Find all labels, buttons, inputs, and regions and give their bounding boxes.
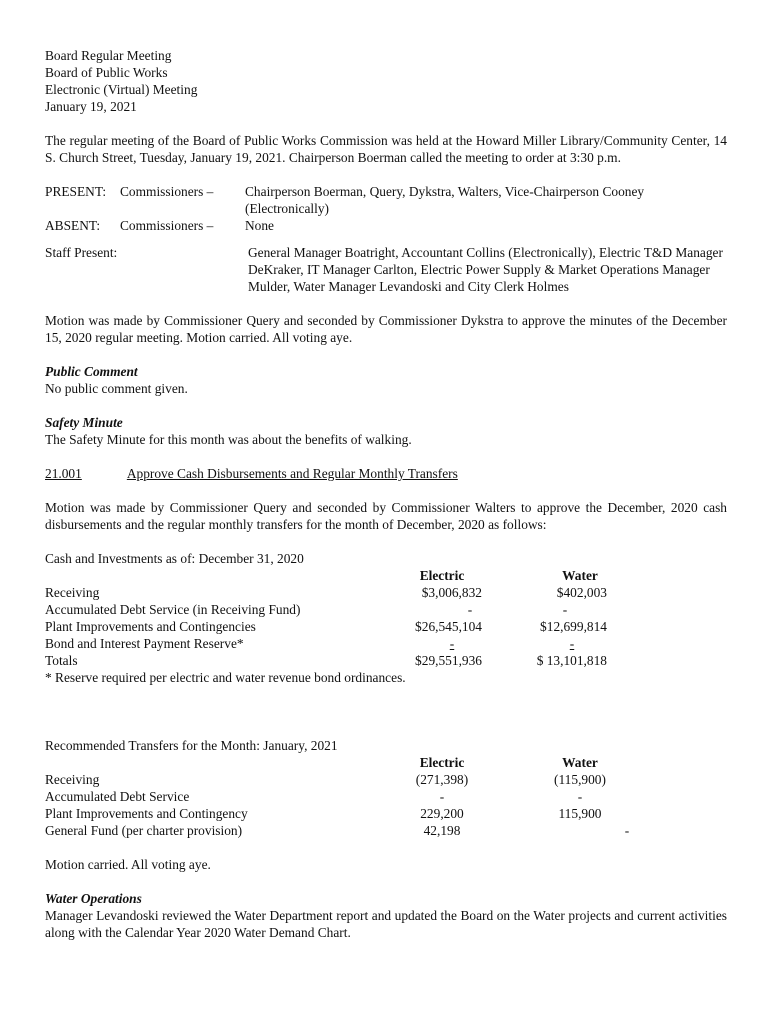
table-row <box>45 635 727 652</box>
cash-table-caption: Cash and Investments as of: December 31, 2020 <box>45 551 304 566</box>
absent-label: ABSENT: <box>45 218 101 233</box>
header-line-3: Electronic (Virtual) Meeting <box>45 82 198 97</box>
water-value: - <box>624 823 630 838</box>
cash-investments-table <box>45 550 727 686</box>
water-value: - <box>569 636 575 651</box>
transfer-table-caption: Recommended Transfers for the Month: January, 2021 <box>45 738 338 753</box>
document-page <box>45 47 727 958</box>
table-row <box>45 805 727 822</box>
meeting-header <box>45 47 727 115</box>
cash-col-water: Water <box>562 568 598 583</box>
cash-table-caption-row <box>45 550 727 567</box>
absent-sub-label: Commissioners – <box>120 218 214 233</box>
water-value: $12,699,814 <box>540 619 607 634</box>
agenda-item-heading <box>45 465 727 482</box>
water-operations-title: Water Operations <box>45 891 142 906</box>
table-row <box>45 788 727 805</box>
staff-section <box>45 244 727 295</box>
table-row <box>45 771 727 788</box>
row-label: Plant Improvements and Contingency <box>45 806 248 821</box>
safety-minute-title: Safety Minute <box>45 415 123 430</box>
absent-names: None <box>245 218 275 233</box>
motion-disbursements: Motion was made by Commissioner Query and seconded by Commissioner Walters to approve the December, 2020 cash disbursements and the regular monthly transfers for the month of December, 2020 as follows: <box>45 500 727 532</box>
table-row <box>45 584 727 601</box>
cash-table-header-row <box>45 567 727 584</box>
cash-table-footnote: * Reserve required per electric and water revenue bond ordinances. <box>45 670 406 685</box>
water-operations-text: Manager Levandoski reviewed the Water Department report and updated the Board on the Water projects and current activities along with the Calendar Year 2020 Water Demand Chart. <box>45 908 727 940</box>
header-line-4: January 19, 2021 <box>45 99 137 114</box>
row-label: Receiving <box>45 772 100 787</box>
row-label: Accumulated Debt Service <box>45 789 190 804</box>
motion-minutes: Motion was made by Commissioner Query and seconded by Commissioner Dykstra to approve the minutes of the December 15, 2020 regular meeting. Motion carried. All voting aye. <box>45 313 727 345</box>
transfer-table-header-row <box>45 754 727 771</box>
water-value: - <box>577 789 583 804</box>
transfer-col-electric: Electric <box>419 755 465 770</box>
electric-value: (271,398) <box>415 772 469 787</box>
present-label: PRESENT: <box>45 184 107 199</box>
water-value: (115,900) <box>554 772 606 787</box>
transfers-table <box>45 737 727 839</box>
electric-value: 42,198 <box>423 823 461 838</box>
present-sub-label: Commissioners – <box>120 184 214 199</box>
electric-value: $29,551,936 <box>415 653 482 668</box>
row-label: Accumulated Debt Service (in Receiving Fund) <box>45 602 301 617</box>
electric-value: - <box>467 602 473 617</box>
agenda-item-number: 21.001 <box>45 466 82 481</box>
header-line-1: Board Regular Meeting <box>45 48 172 63</box>
electric-value: 229,200 <box>420 806 464 821</box>
cash-col-electric: Electric <box>419 568 465 583</box>
present-names: Chairperson Boerman, Query, Dykstra, Walters, Vice-Chairperson Cooney (Electronically) <box>245 184 645 216</box>
public-comment-title: Public Comment <box>45 364 138 379</box>
agenda-item-title: Approve Cash Disbursements and Regular Monthly Transfers <box>126 466 458 481</box>
public-comment-text: No public comment given. <box>45 381 188 396</box>
public-comment-section <box>45 363 727 397</box>
water-value: $402,003 <box>556 585 607 600</box>
staff-names: General Manager Boatright, Accountant Collins (Electronically), Electric T&D Manager DeKraker, IT Manager Carlton, Electric Power Supply & Market Operations Manager Mulder, Water Manager Levandoski and City Clerk Holmes <box>248 245 723 294</box>
transfer-col-water: Water <box>562 755 598 770</box>
motion-carried: Motion carried. All voting aye. <box>45 857 211 872</box>
water-operations-section <box>45 890 727 941</box>
electric-value: - <box>449 636 455 651</box>
header-line-2: Board of Public Works <box>45 65 168 80</box>
electric-value: - <box>439 789 445 804</box>
row-label: Totals <box>45 653 78 668</box>
intro-paragraph: The regular meeting of the Board of Public Works Commission was held at the Howard Miller Library/Community Center, 14 S. Church Street, Tuesday, January 19, 2021. Chairperson Boerman called the meeting to order at 3:30 p.m. <box>45 133 727 165</box>
water-value: $ 13,101,818 <box>536 653 607 668</box>
water-value: 115,900 <box>558 806 602 821</box>
table-row <box>45 601 727 618</box>
table-row <box>45 822 727 839</box>
electric-value: $3,006,832 <box>421 585 482 600</box>
transfer-table-caption-row <box>45 737 727 754</box>
table-row <box>45 652 727 669</box>
electric-value: $26,545,104 <box>415 619 482 634</box>
water-value: - <box>562 602 568 617</box>
table-row <box>45 618 727 635</box>
row-label: Plant Improvements and Contingencies <box>45 619 256 634</box>
safety-minute-section <box>45 414 727 448</box>
row-label: Receiving <box>45 585 100 600</box>
attendance-section <box>45 183 727 234</box>
row-label: Bond and Interest Payment Reserve* <box>45 636 244 651</box>
safety-minute-text: The Safety Minute for this month was about the benefits of walking. <box>45 432 412 447</box>
cash-table-footnote-row <box>45 669 727 686</box>
staff-label: Staff Present: <box>45 245 118 260</box>
row-label: General Fund (per charter provision) <box>45 823 243 838</box>
